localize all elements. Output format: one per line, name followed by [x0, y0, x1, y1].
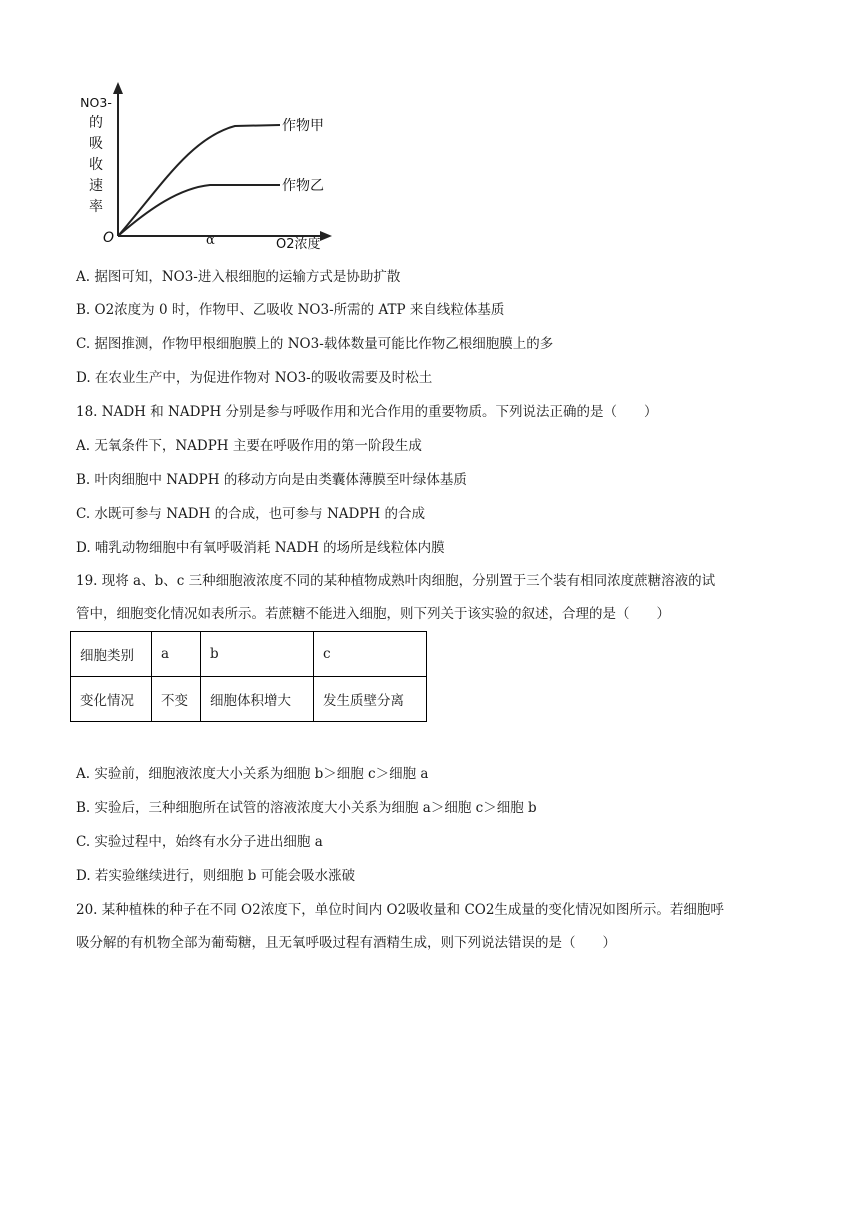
- table-cell: a: [152, 632, 201, 677]
- q19-stem-line2: 管中，细胞变化情况如表所示。若蔗糖不能进入细胞，则下列关于该实验的叙述，合理的是（ ）: [76, 606, 670, 622]
- table-cell: c: [314, 632, 427, 677]
- q19-option-a: A. 实验前，细胞液浓度大小关系为细胞 b＞细胞 c＞细胞 a: [76, 766, 429, 782]
- y-label-char: 速: [89, 178, 103, 194]
- q17-option-b: B. O2浓度为 0 时，作物甲、乙吸收 NO3-所需的 ATP 来自线粒体基质: [76, 302, 505, 318]
- table-row: [71, 677, 427, 722]
- curve-b-label: 作物乙: [282, 178, 324, 194]
- table-cell: 变化情况: [71, 677, 152, 722]
- y-axis-label: [76, 92, 116, 218]
- q19-stem-line1: 19. 现将 a、b、c 三种细胞液浓度不同的某种植物成熟叶肉细胞，分别置于三个装有相同浓度蔗糖溶液的试: [76, 573, 716, 589]
- q18-option-d: D. 哺乳动物细胞中有氧呼吸消耗 NADH 的场所是线粒体内膜: [76, 540, 445, 556]
- table-cell: 发生质壁分离: [314, 677, 427, 722]
- y-label-top: NO3-: [80, 95, 112, 110]
- q19-option-c: C. 实验过程中，始终有水分子进出细胞 a: [76, 834, 323, 850]
- y-label-char: 收: [89, 157, 103, 173]
- q19-option-b: B. 实验后，三种细胞所在试管的溶液浓度大小关系为细胞 a＞细胞 c＞细胞 b: [76, 800, 537, 816]
- q18-option-b: B. 叶肉细胞中 NADPH 的移动方向是由类囊体薄膜至叶绿体基质: [76, 472, 467, 488]
- curve-a-label: 作物甲: [282, 118, 324, 134]
- q19-table: [70, 631, 427, 722]
- q19-option-d: D. 若实验继续进行，则细胞 b 可能会吸水涨破: [76, 868, 356, 884]
- table-row: [71, 632, 427, 677]
- q18-option-c: C. 水既可参与 NADH 的合成，也可参与 NADPH 的合成: [76, 506, 425, 522]
- x-tick-alpha: α: [206, 233, 215, 248]
- origin-label: O: [103, 230, 115, 246]
- q18-stem: 18. NADH 和 NADPH 分别是参与呼吸作用和光合作用的重要物质。下列说法正确的是（ ）: [76, 404, 658, 420]
- table-cell: 不变: [152, 677, 201, 722]
- x-axis-arrow: [320, 231, 332, 241]
- table-cell: b: [201, 632, 314, 677]
- q20-stem-line2: 吸分解的有机物全部为葡萄糖，且无氧呼吸过程有酒精生成，则下列说法错误的是（ ）: [76, 935, 616, 951]
- q17-option-d: D. 在农业生产中，为促进作物对 NO3-的吸收需要及时松土: [76, 370, 433, 386]
- y-label-char: 的: [89, 115, 103, 131]
- table-cell: 细胞类别: [71, 632, 152, 677]
- curve-crop-b: [118, 185, 280, 236]
- q20-stem-line1: 20. 某种植株的种子在不同 O2浓度下，单位时间内 O2吸收量和 CO2生成量的变化情况如图所示。若细胞呼: [76, 902, 724, 918]
- q17-option-a: A. 据图可知，NO3-进入根细胞的运输方式是协助扩散: [76, 269, 401, 285]
- q17-option-c: C. 据图推测，作物甲根细胞膜上的 NO3-载体数量可能比作物乙根细胞膜上的多: [76, 336, 554, 352]
- table-cell: 细胞体积增大: [201, 677, 314, 722]
- q18-option-a: A. 无氧条件下，NADPH 主要在呼吸作用的第一阶段生成: [76, 438, 422, 454]
- x-axis-label: O2浓度: [276, 237, 321, 252]
- y-label-char: 率: [89, 199, 103, 215]
- curve-crop-a: [118, 125, 280, 236]
- y-label-char: 吸: [89, 136, 103, 152]
